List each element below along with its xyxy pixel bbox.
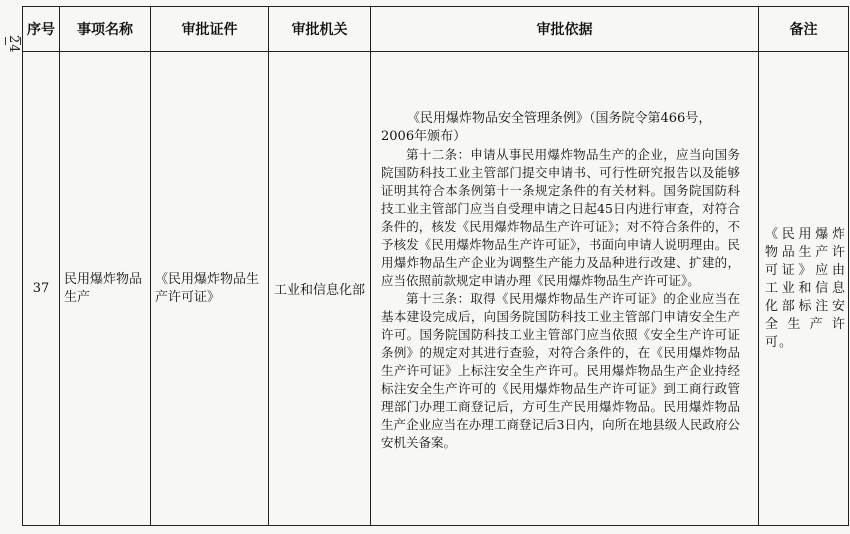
header-basis: 审批依据 xyxy=(371,7,759,52)
header-note: 备注 xyxy=(759,7,849,52)
approval-basis xyxy=(371,52,759,526)
item-name: 民用爆炸物品生产 xyxy=(60,52,151,526)
header-name: 事项名称 xyxy=(60,7,151,52)
table-row xyxy=(23,52,849,526)
article-12: 第十二条：申请从事民用爆炸物品生产的企业，应当向国务院国防科技工业主管部门提交申请书、可行性研究报告以及能够证明其符合本条例第十一条规定条件的有关材料。国务院国防科技工业主管部门应当自受理申请之日起45日内进行审查，对符合条件的，核发《民用爆炸物品生产许可证》；对不符合条件的，不予核发《民用爆炸物品生产许可证》，书面向申请人说明理由。民用爆炸物品生产企业为调整生产能力及品种进行改建、扩建的，应当依照前款规定申请办理《民用爆炸物品生产许可证》。 xyxy=(381,147,740,288)
page-number: 24 xyxy=(3,35,21,54)
approval-table xyxy=(22,6,849,526)
header-org: 审批机关 xyxy=(269,7,371,52)
header-cert: 审批证件 xyxy=(151,7,269,52)
approval-certificate: 《民用爆炸物品生产许可证》 xyxy=(151,52,269,526)
table-header-row xyxy=(23,7,849,52)
row-number: 37 xyxy=(23,52,60,526)
approval-authority: 工业和信息化部 xyxy=(269,52,371,526)
header-no: 序号 xyxy=(23,7,60,52)
remark: 《民用爆炸物品生产许可证》应由工业和信息化部标注安全生产许可。 xyxy=(759,52,849,526)
regulation-title: 《民用爆炸物品安全管理条例》（国务院令第466号，2006年颁布） xyxy=(381,111,712,144)
article-13: 第十三条：取得《民用爆炸物品生产许可证》的企业应当在基本建设完成后，向国务院国防科技工业主管部门申请安全生产许可。国务院国防科技工业主管部门应当依照《安全生产许可证条例》的规定对其进行查验，对符合条件的，在《民用爆炸物品生产许可证》上标注安全生产许可。民用爆炸物品生产企业持经标注安全生产许可的《民用爆炸物品生产许可证》到工商行政管理部门办理工商登记后，方可生产民用爆炸物品。民用爆炸物品生产企业应当在办理工商登记后3日内，向所在地县级人民政府公安机关备案。 xyxy=(381,291,740,450)
